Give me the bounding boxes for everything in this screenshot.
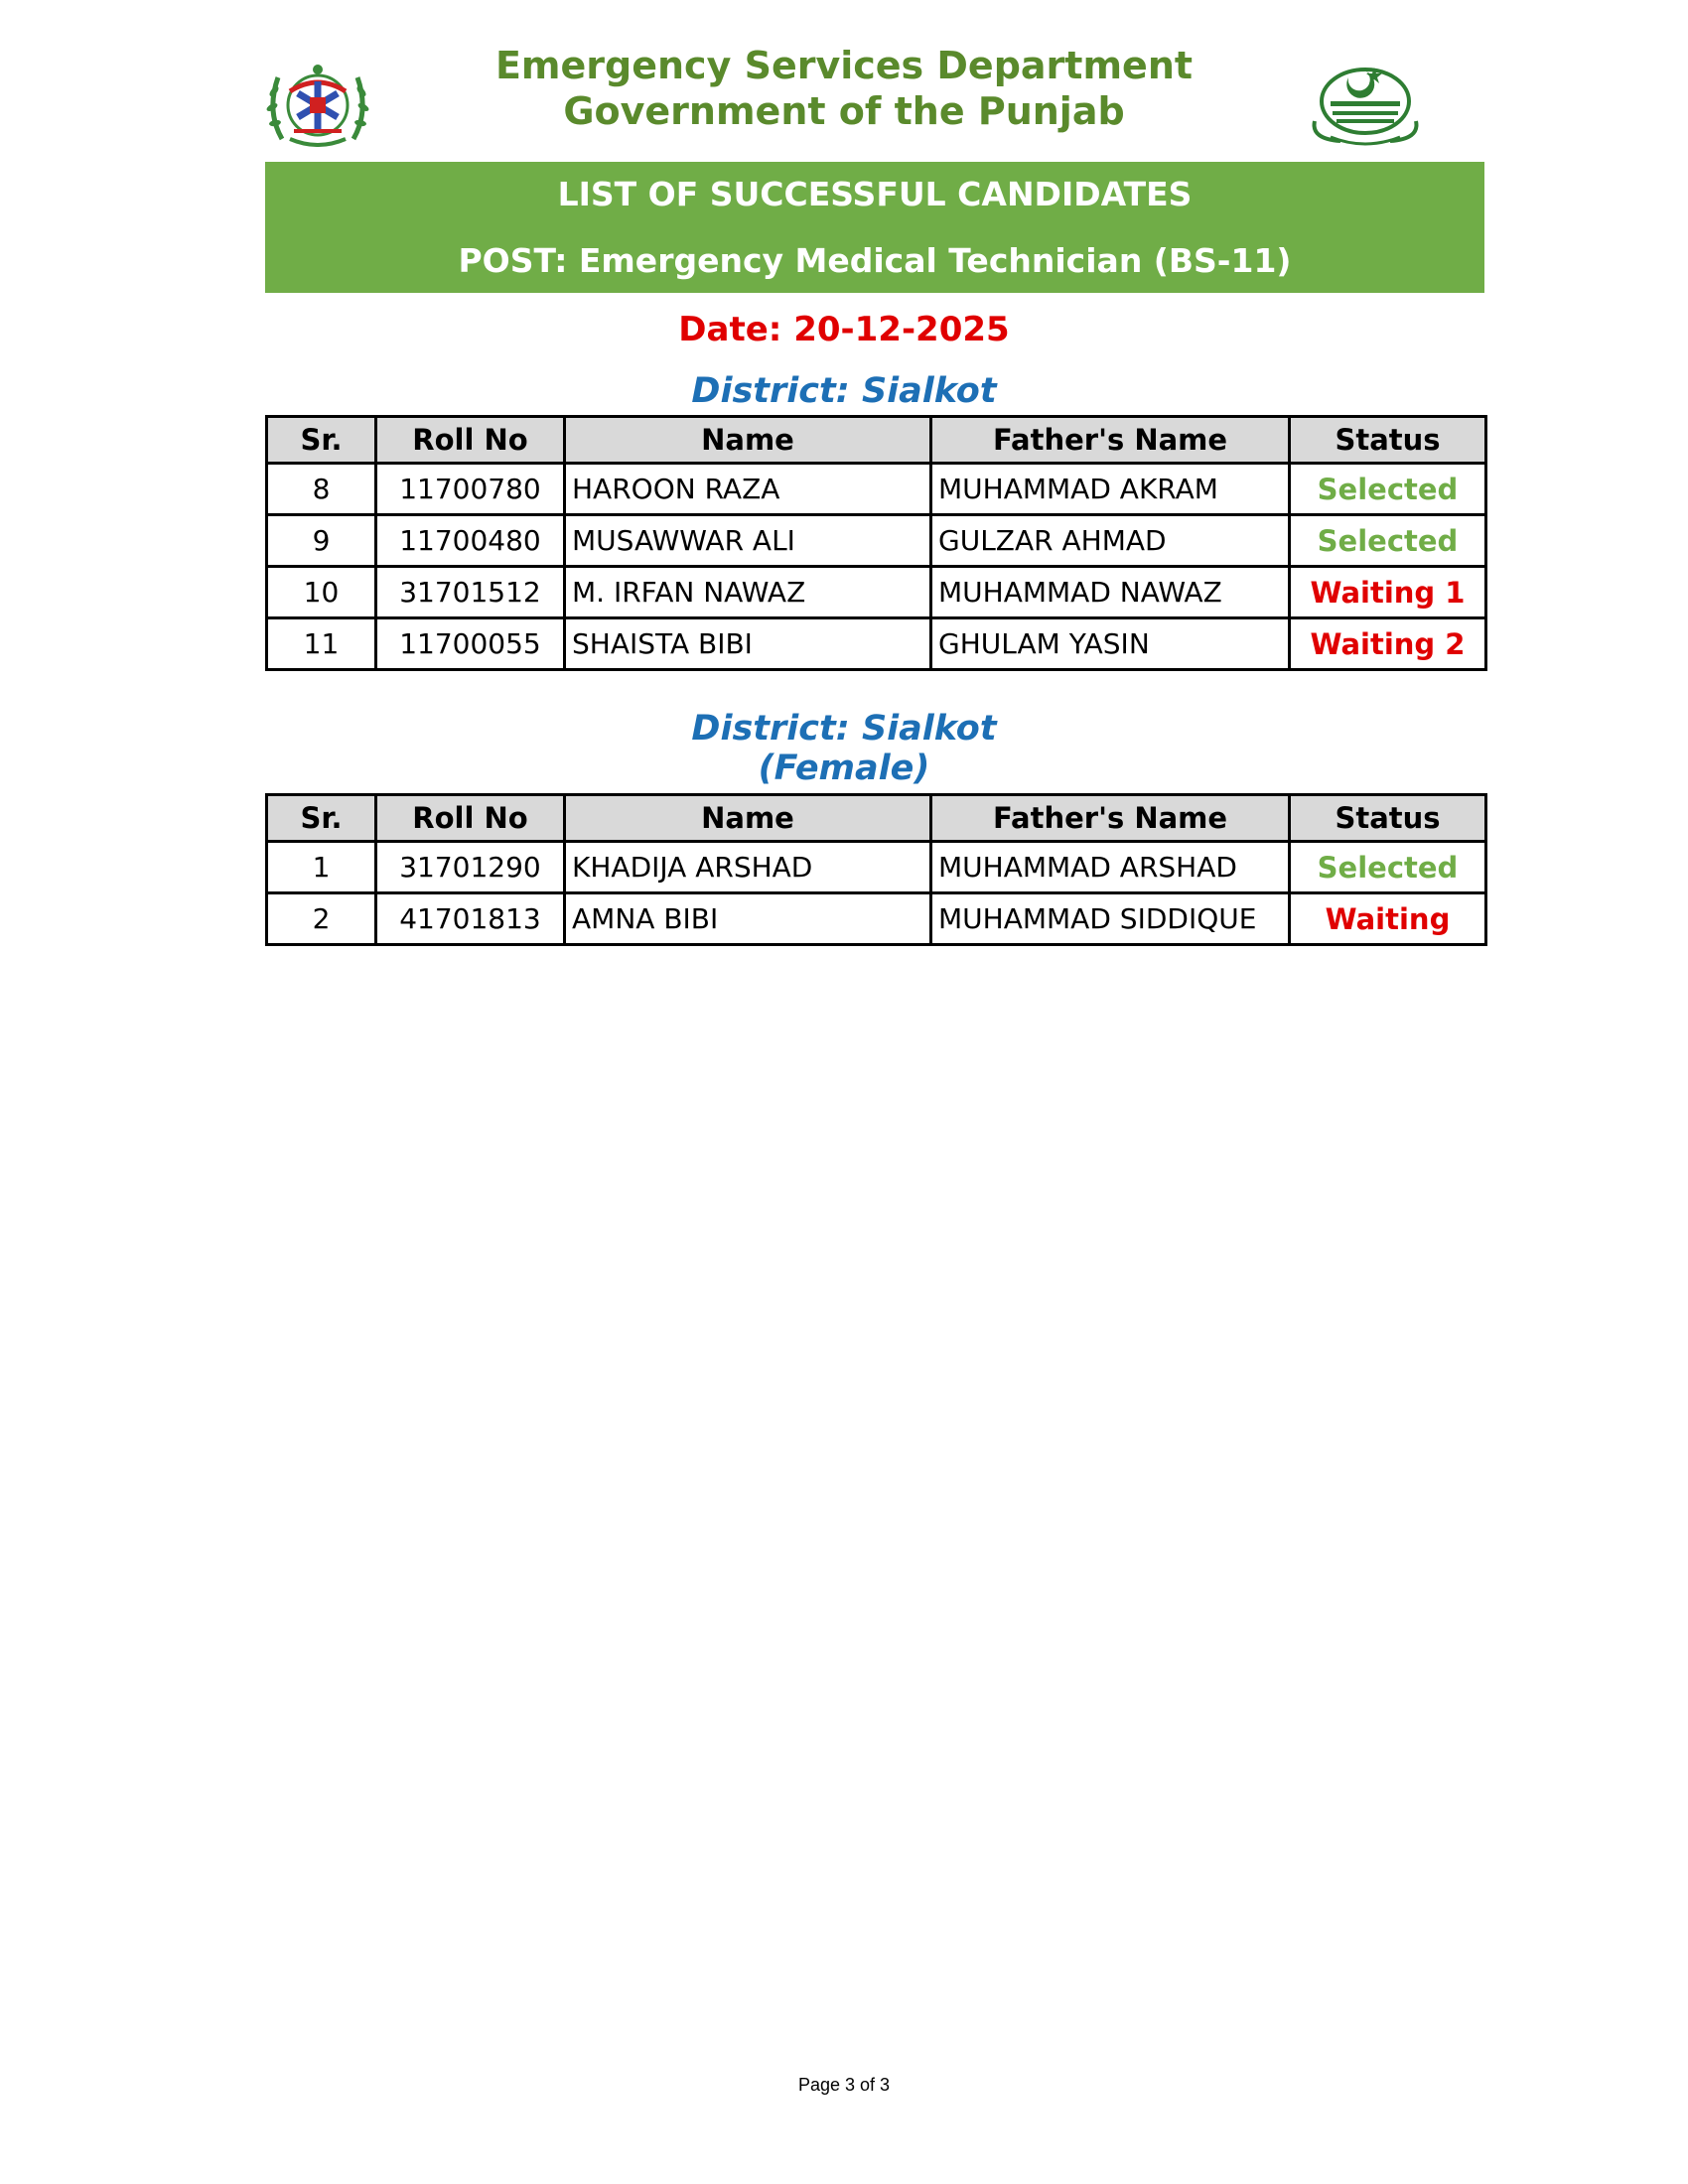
table-row: [267, 893, 1486, 945]
col-sr: Sr.: [267, 795, 376, 842]
cell-sr: 9: [267, 515, 376, 567]
col-roll-no: Roll No: [376, 795, 565, 842]
col-name: Name: [565, 417, 931, 464]
cell-name: KHADIJA ARSHAD: [565, 842, 931, 893]
list-title: LIST OF SUCCESSFUL CANDIDATES: [557, 175, 1193, 213]
cell-name: HAROON RAZA: [565, 464, 931, 515]
result-date: Date: 20-12-2025: [678, 310, 1010, 349]
cell-roll: 11700480: [376, 515, 565, 567]
cell-sr: 8: [267, 464, 376, 515]
col-status: Status: [1290, 417, 1486, 464]
district-heading-female: District: Sialkot: [691, 709, 997, 749]
cell-father: MUHAMMAD NAWAZ: [931, 567, 1290, 618]
cell-sr: 1: [267, 842, 376, 893]
cell-name: M. IRFAN NAWAZ: [565, 567, 931, 618]
col-sr: Sr.: [267, 417, 376, 464]
government-title: Government of the Punjab: [563, 89, 1125, 133]
col-status: Status: [1290, 795, 1486, 842]
cell-status: Selected: [1290, 464, 1486, 515]
cell-father: MUHAMMAD ARSHAD: [931, 842, 1290, 893]
cell-name: AMNA BIBI: [565, 893, 931, 945]
cell-sr: 10: [267, 567, 376, 618]
cell-roll: 41701813: [376, 893, 565, 945]
department-title: Emergency Services Department: [494, 44, 1194, 87]
cell-status: Selected: [1290, 842, 1486, 893]
cell-roll: 11700780: [376, 464, 565, 515]
post-title: POST: Emergency Medical Technician (BS-11): [458, 241, 1292, 280]
candidates-table-female: [265, 793, 1487, 946]
cell-sr: 2: [267, 893, 376, 945]
cell-sr: 11: [267, 618, 376, 670]
cell-father: MUHAMMAD AKRAM: [931, 464, 1290, 515]
col-father-name: Father's Name: [931, 795, 1290, 842]
table-header-row: [267, 795, 1486, 842]
col-father-name: Father's Name: [931, 417, 1290, 464]
cell-name: SHAISTA BIBI: [565, 618, 931, 670]
table-row: [267, 567, 1486, 618]
cell-status: Waiting: [1290, 893, 1486, 945]
cell-father: MUHAMMAD SIDDIQUE: [931, 893, 1290, 945]
cell-father: GULZAR AHMAD: [931, 515, 1290, 567]
district-heading: District: Sialkot: [691, 371, 997, 411]
table-row: [267, 842, 1486, 893]
cell-status: Waiting 1: [1290, 567, 1486, 618]
cell-roll: 31701290: [376, 842, 565, 893]
col-roll-no: Roll No: [376, 417, 565, 464]
cell-name: MUSAWWAR ALI: [565, 515, 931, 567]
candidates-table: [265, 415, 1487, 671]
table-header-row: [267, 417, 1486, 464]
table-row: [267, 618, 1486, 670]
cell-roll: 11700055: [376, 618, 565, 670]
col-name: Name: [565, 795, 931, 842]
page-number: Page 3 of 3: [797, 2075, 891, 2095]
table-row: [267, 464, 1486, 515]
cell-status: Selected: [1290, 515, 1486, 567]
cell-roll: 31701512: [376, 567, 565, 618]
table-row: [267, 515, 1486, 567]
title-banner: [265, 162, 1484, 293]
cell-father: GHULAM YASIN: [931, 618, 1290, 670]
female-subtitle: (Female): [758, 749, 930, 788]
cell-status: Waiting 2: [1290, 618, 1486, 670]
